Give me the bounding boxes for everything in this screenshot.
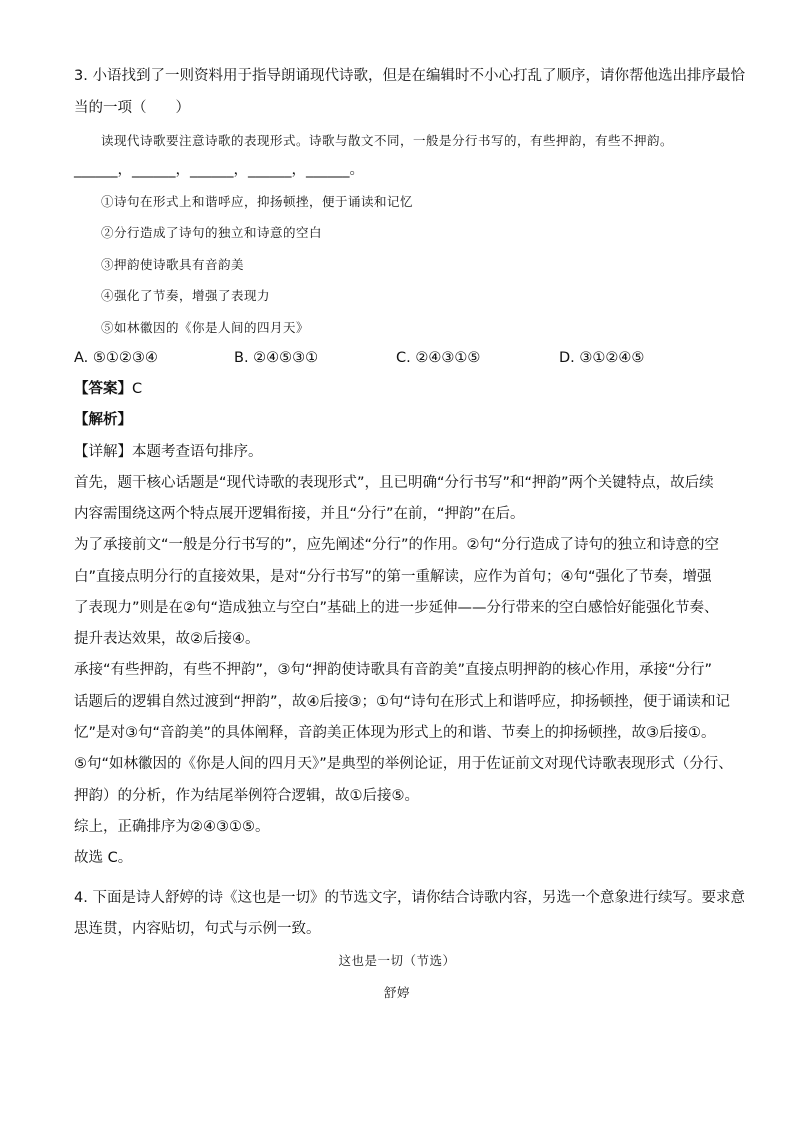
- q3-stem-line-2: 当的一项（ ）: [74, 100, 190, 116]
- poem-author: 舒婷: [383, 985, 410, 1000]
- detail-line: 故选 C。: [74, 850, 133, 866]
- q3-item-3: ③押韵使诗歌具有音韵美: [101, 257, 245, 272]
- q3-item-2: ②分行造成了诗句的独立和诗意的空白: [101, 225, 323, 240]
- q4-stem-line-2: 思连贯，内容贴切，句式与示例一致。: [74, 921, 321, 937]
- detail-line: 提升表达效果，故②后接④。: [74, 631, 260, 647]
- detail-line: 话题后的逻辑自然过渡到“押韵”，故④后接③；①句“诗句在形式上和谐呼应，抑扬顿挫，便于诵读和记: [74, 694, 731, 710]
- q3-option-a: A. ⑤①②③④: [74, 350, 158, 366]
- answer-value: C: [132, 381, 143, 397]
- detail-line: 押韵）的分析，作为结尾举例符合逻辑，故①后接⑤。: [74, 788, 419, 804]
- detail-line: 忆”是对③句“音韵美”的具体阐释，音韵美正体现为形式上的和谐、节奏上的抑扬顿挫，故③后接①。: [74, 725, 716, 741]
- analysis-label: 【解析】: [74, 412, 132, 428]
- q3-item-5: ⑤如林徽因的《你是人间的四月天》: [101, 320, 310, 335]
- q3-stem-line-1: 3. 小语找到了一则资料用于指导朗诵现代诗歌，但是在编辑时不小心打乱了顺序，请你帮他选出排序最恰: [74, 68, 745, 84]
- q3-blanks: ______，______，______，______，______。: [74, 162, 364, 178]
- detail-line: 【详解】本题考查语句排序。: [74, 444, 263, 460]
- answer-label: 【答案】: [74, 381, 132, 397]
- q3-answer: [74, 379, 142, 399]
- q3-option-c: C. ②④③①⑤: [396, 350, 481, 366]
- detail-line: 承接“有些押韵，有些不押韵”，③句“押韵使诗歌具有音韵美”直接点明押韵的核心作用，承接“分行”: [74, 662, 713, 678]
- detail-line: 综上，正确排序为②④③①⑤。: [74, 819, 270, 835]
- q3-option-d: D. ③①②④⑤: [559, 350, 645, 366]
- detail-line: 了表现力”则是在②句“造成独立与空白”基础上的进一步延伸——分行带来的空白感恰好能强化节奏、: [74, 600, 719, 616]
- detail-line: 内容需围绕这两个特点展开逻辑衔接，并且“分行”在前，“押韵”在后。: [74, 506, 525, 522]
- detail-line: ⑤句“如林徽因的《你是人间的四月天》”是典型的举例论证，用于佐证前文对现代诗歌表现形式（分行、: [74, 756, 733, 772]
- q4-stem-line-1: 4. 下面是诗人舒婷的诗《这也是一切》的节选文字，请你结合诗歌内容，另选一个意象进行续写。要求意: [74, 890, 745, 906]
- q3-option-b: B. ②④⑤③①: [234, 350, 319, 366]
- poem-title: 这也是一切（节选）: [338, 953, 456, 968]
- detail-line: 白”直接点明分行的直接效果，是对“分行书写”的第一重解读，应作为首句；④句“强化了节奏，增强: [74, 569, 712, 585]
- q3-item-4: ④强化了节奏，增强了表现力: [101, 288, 271, 303]
- detail-line: 首先，题干核心话题是“现代诗歌的表现形式”，且已明确“分行书写”和“押韵”两个关键特点，故后续: [74, 475, 714, 491]
- q3-material: 读现代诗歌要注意诗歌的表现形式。诗歌与散文不同，一般是分行书写的，有些押韵，有些不押韵。: [101, 133, 674, 148]
- detail-line: 为了承接前文“一般是分行书写的”，应先阐述“分行”的作用。②句“分行造成了诗句的独立和诗意的空: [74, 537, 720, 553]
- q3-item-1: ①诗句在形式上和谐呼应，抑扬顿挫，便于诵读和记忆: [101, 194, 414, 209]
